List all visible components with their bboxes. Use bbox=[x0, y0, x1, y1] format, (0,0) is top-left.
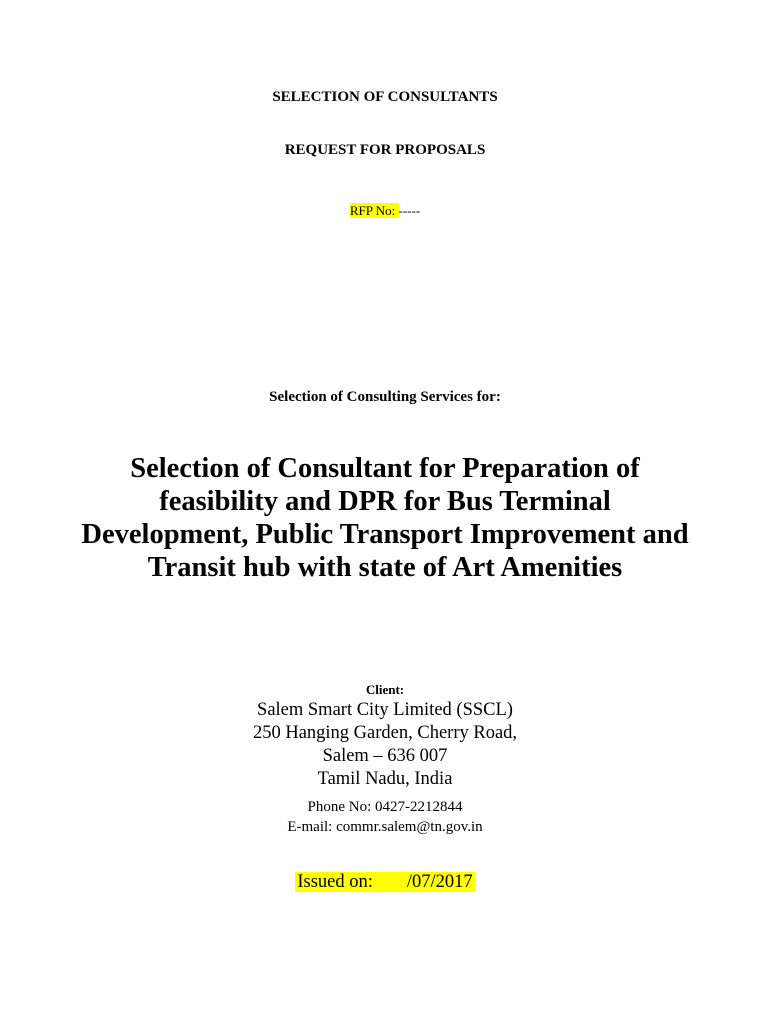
issued-date: /07/2017 bbox=[406, 872, 473, 892]
client-email: E-mail: commr.salem@tn.gov.in bbox=[287, 819, 483, 835]
client-phone: Phone No: 0427-2212844 bbox=[307, 799, 463, 815]
rfp-number bbox=[0, 203, 770, 219]
issued-label: Issued on: bbox=[297, 872, 373, 892]
header-request-for-proposals: REQUEST FOR PROPOSALS bbox=[284, 142, 486, 158]
client-address-line1: 250 Hanging Garden, Cherry Road, bbox=[252, 723, 518, 743]
services-label: Selection of Consulting Services for: bbox=[269, 389, 501, 405]
project-title: Selection of Consultant for Preparation of feasibility and DPR for Bus Terminal Development, Public Transport Improvement and Transit hub with state of Art Amenities bbox=[81, 453, 689, 583]
issued-on bbox=[0, 871, 770, 894]
rfp-value: ----- bbox=[398, 203, 421, 218]
client-address-line2: Salem – 636 007 bbox=[322, 746, 448, 766]
client-address-line3: Tamil Nadu, India bbox=[317, 769, 453, 789]
client-name: Salem Smart City Limited (SSCL) bbox=[257, 700, 513, 720]
issued-highlight bbox=[295, 872, 474, 892]
rfp-label: RFP No: bbox=[349, 203, 399, 218]
header-selection-of-consultants: SELECTION OF CONSULTANTS bbox=[272, 89, 498, 105]
client-label: Client: bbox=[365, 682, 405, 697]
